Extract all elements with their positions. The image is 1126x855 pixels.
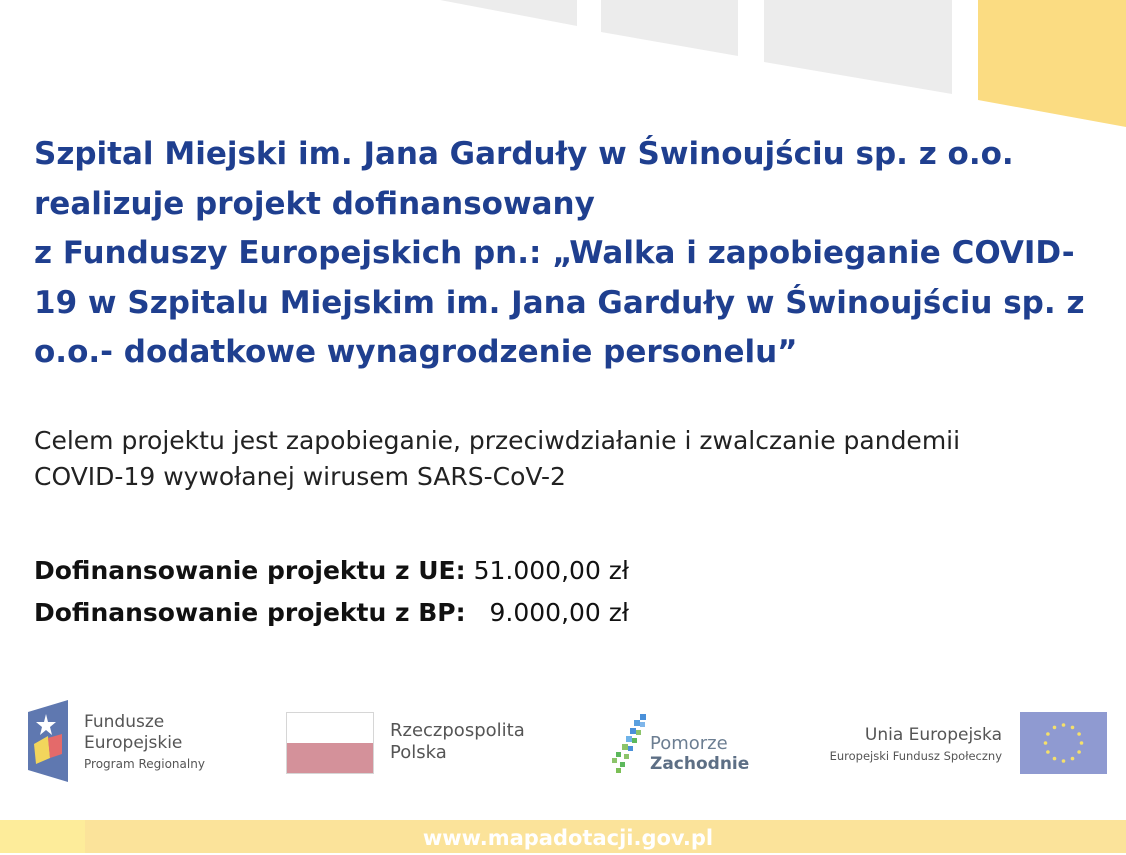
headline-line: 19 w Szpitalu Miejskim im. Jana Garduły w Świnoujściu sp. z	[34, 284, 1085, 321]
unia-line2: Europejski Fundusz Społeczny	[829, 749, 1002, 763]
pomorze-pixel-icon	[610, 712, 650, 776]
decor-gray-shape-2	[601, 0, 738, 56]
project-goal	[34, 423, 1109, 495]
decor-yellow-shape	[978, 0, 1126, 127]
funding-row-bp	[34, 595, 629, 637]
eu-stars-icon	[1020, 712, 1107, 774]
fundusze-line2: Europejskie	[84, 733, 183, 753]
fundusze-europejskie-icon	[28, 700, 72, 782]
goal-line: Celem projektu jest zapobieganie, przeciwdziałanie i zwalczanie pandemii	[34, 426, 961, 455]
footer-url-link[interactable]: www.mapadotacji.gov.pl	[422, 826, 714, 850]
decor-gray-shape-1	[440, 0, 577, 26]
headline-line: Szpital Miejski im. Jana Garduły w Świnoujściu sp. z o.o.	[34, 136, 1014, 172]
eu-flag-icon	[1020, 712, 1107, 774]
rzeczpospolita-polska-logo	[286, 712, 556, 776]
headline-line: o.o.- dodatkowe wynagrodzenie personelu”	[34, 334, 798, 370]
rzeczpospolita-line2: Polska	[390, 742, 447, 763]
unia-europejska-logo	[815, 712, 1110, 776]
funding-summary	[34, 553, 629, 637]
fundusze-line3: Program Regionalny	[84, 757, 205, 771]
headline-line: realizuje projekt dofinansowany	[34, 185, 595, 222]
poland-flag-icon	[286, 712, 374, 774]
pomorze-line1: Pomorze	[650, 733, 728, 754]
header-decoration	[0, 0, 1126, 130]
unia-line1: Unia Europejska	[864, 725, 1002, 745]
funding-label-bp: Dofinansowanie projektu z BP:	[34, 598, 466, 627]
funding-value-ue: 51.000,00 zł	[473, 556, 630, 585]
pomorze-line2: Zachodnie	[650, 754, 750, 774]
headline-line: z Funduszy Europejskich pn.: „Walka i zapobieganie COVID-	[34, 235, 1075, 271]
funding-row-ue	[34, 553, 629, 595]
project-headline	[34, 130, 1109, 378]
rzeczpospolita-line1: Rzeczpospolita	[390, 720, 525, 741]
goal-line: COVID-19 wywołanej wirusem SARS-CoV-2	[34, 462, 566, 491]
decor-gray-shape-3	[764, 0, 952, 94]
funding-label-ue: Dofinansowanie projektu z UE:	[34, 556, 466, 585]
footer-bar	[0, 820, 1126, 853]
funding-value-bp: 9.000,00 zł	[473, 598, 630, 627]
fundusze-line1: Fundusze	[84, 712, 165, 732]
fundusze-europejskie-logo	[28, 700, 228, 782]
pomorze-zachodnie-logo	[610, 712, 760, 778]
